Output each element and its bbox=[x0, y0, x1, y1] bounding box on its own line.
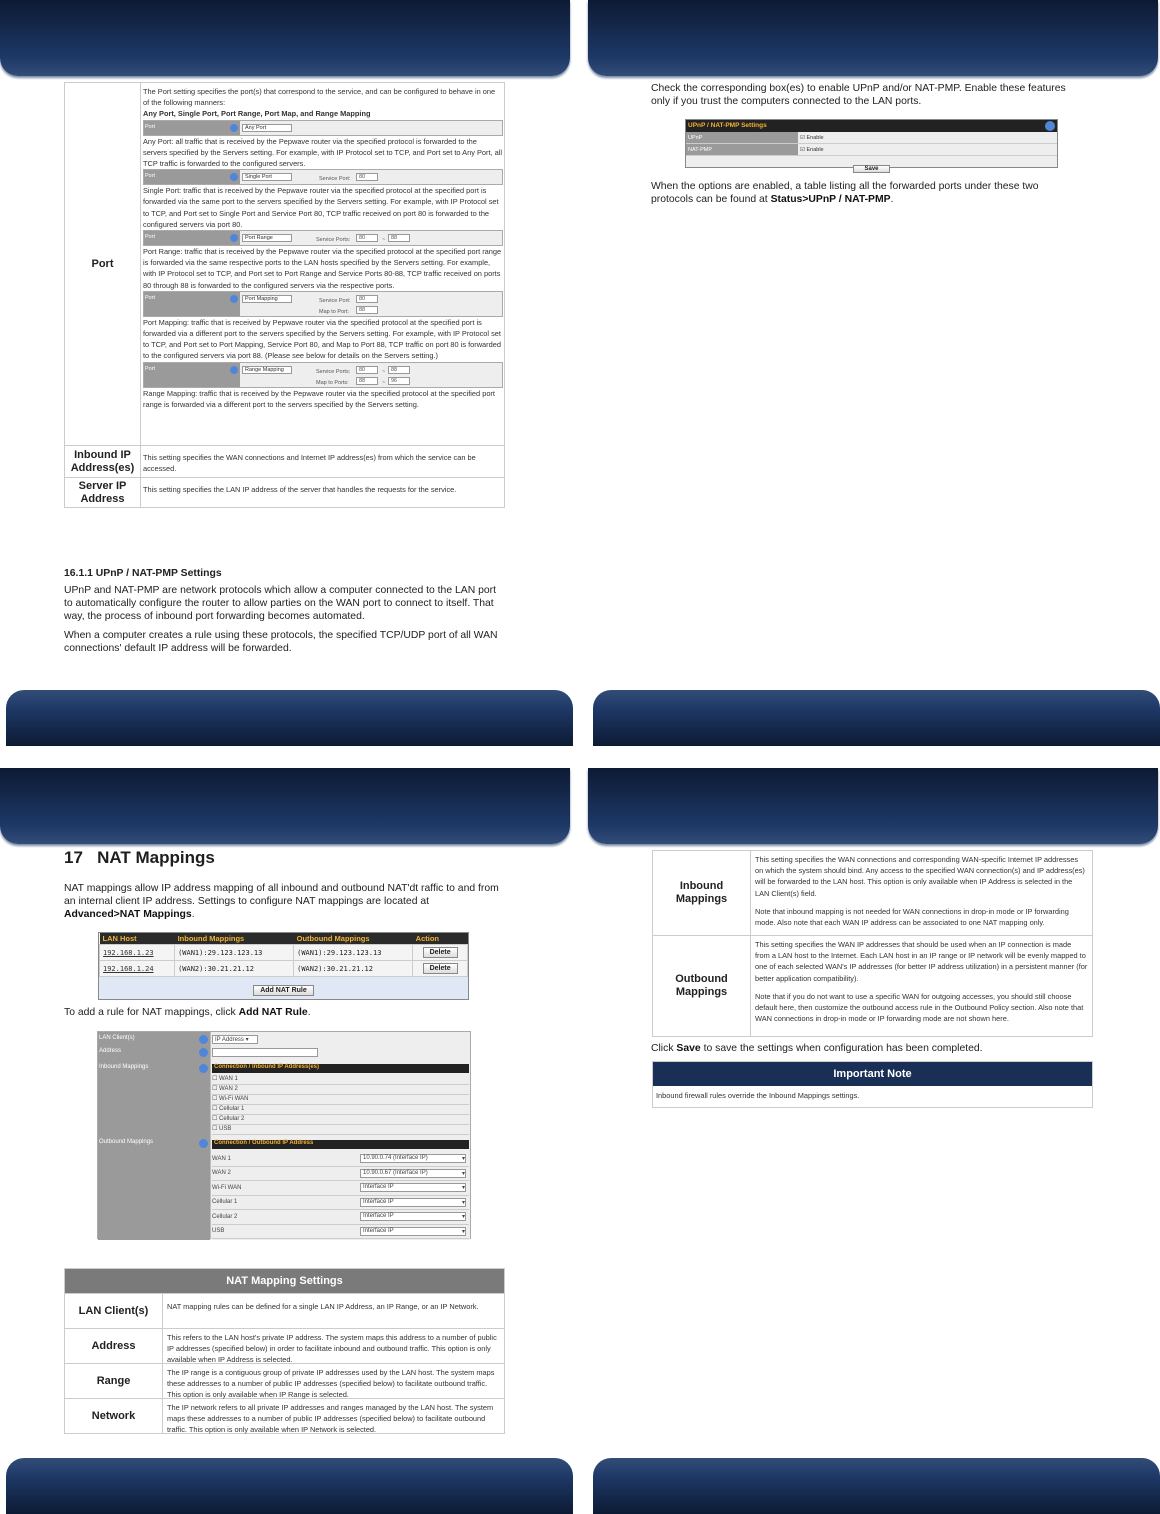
server-ip-desc: This setting specifies the LAN IP address of the server that handles the requests for the service. bbox=[143, 485, 457, 494]
help-icon[interactable] bbox=[199, 1048, 208, 1057]
upnp-enable-text: Check the corresponding box(es) to enable UPnP and/or NAT-PMP. Enable these features only if you trust the computers connected to the LAN ports. bbox=[651, 83, 1066, 107]
inbound-wan-checkbox[interactable]: USB bbox=[219, 1126, 232, 1132]
port-intro: The Port setting specifies the port(s) that correspond to the service, and can be configured to behave in one of the following manners: bbox=[143, 87, 496, 108]
any-port-desc: Any Port: all traffic that is received by the Pepwave router via the specified protocol is forwarded to the servers specified by the Servers setting. For example, with IP Protocol set to TCP, and Port set to Any Port, all TCP traffic is forwarded to the configured servers. bbox=[143, 136, 503, 169]
mapping-settings-table: Inbound Mappings This setting specifies the WAN connections and corresponding WAN-specific Internet IP addresses on which the system should bind. Any access to the specified WAN connection(s) and IP address(es) will be forwarded to the LAN host. This option is only available when IP Address is selected in the LAN Client(s) field. Note that inbound mapping is not needed for WAN connections in drop-in mode or IP forwarding mode. Also note that each WAN IP address can be associated to one NAT mapping only. Outbound Mappings This setting specifies the WAN IP addresses that should be used when an IP connection is made from a LAN host to the Internet. Each LAN host in an IP range or IP network will be evenly mapped to one of each selected WAN's IP addresses (for better IP address utilization) in a persistent manner (for better application compatibility). Note that if you do not want to use a specific WAN for outgoing accesses, you should still choose default here, then customize the outbound access rule in the Outbound Policy section. Also note that WAN connections in drop-in mode or IP forwarding mode are not shown here. bbox=[652, 850, 1093, 1037]
save-button[interactable]: Save bbox=[853, 165, 889, 173]
upnp-status-text: When the options are enabled, a table listing all the forwarded ports under these two protocols can be found at Status>UPnP / NAT-PMP. bbox=[651, 181, 1039, 205]
single-port-desc: Single Port: traffic that is received by the Pepwave router via the specified protocol at the specified port is forwarded via the same port to the servers specified by the Servers setting. For example, with IP Protocol set to TCP, and Port set to Single Port and Service Port 80, TCP traffic received on port 80 is forwarded to the configured servers via port 80. bbox=[143, 186, 499, 229]
help-icon[interactable] bbox=[199, 1064, 208, 1073]
inbound-ip-label: Inbound IP Address(es) bbox=[70, 448, 135, 474]
range-mapping-screenshot: Port Range Mapping Service Ports: 80 ~ 88 Map to Ports: 88 ~ 96 bbox=[143, 362, 503, 388]
page-header-band bbox=[0, 768, 570, 844]
delete-button[interactable]: Delete bbox=[423, 963, 458, 974]
nat-mapping-settings-table: NAT Mapping Settings LAN Client(s) NAT mapping rules can be defined for a single LAN IP Address, an IP Range, or an IP Network. Address This refers to the LAN host's private IP address. The system maps this address to a number of public IP addresses (specified below) in order to facilitate inbound and outbound traffic. This option is only available when IP Address is selected. Range The IP range is a contiguous group of private IP addresses used by the LAN host. The system maps these addresses to a number of public IP addresses (specified below) to facilitate outbound traffic. This option is only available when IP Range is selected. Network The IP network refers to all private IP addresses and ranges managed by the LAN host. The system maps these addresses to a number of public IP addresses (specified below) to facilitate outbound traffic. This option is only available when IP Network is selected. bbox=[64, 1268, 505, 1434]
nat-rule-form: LAN Client(s) Address Inbound Mappings Outbound Mappings IP Address ▾ Connection / Inbound IP Address(es) ☐ WAN 1 ☐ WAN 2 ☐ Wi-Fi WAN ☐ Cellular 1 ☐ Cellular 2 ☐ USB Connection / Outbound IP Address WAN 1 10.90.0.74 (Interface IP) ▾ WAN 2 10.90.0.67 (Interface IP) ▾ Wi-Fi WAN Interface IP ▾ Cellular 1 Interface IP ▾ Cellular 2 Interface IP ▾ USB Interface IP ▾ bbox=[97, 1031, 471, 1239]
delete-button[interactable]: Delete bbox=[423, 947, 458, 958]
add-nat-rule-button[interactable]: Add NAT Rule bbox=[253, 985, 314, 996]
settings-table-title: NAT Mapping Settings bbox=[65, 1269, 504, 1293]
port-mapping-desc: Port Mapping: traffic that is received by Pepwave router via the specified protocol at the specified port is forwarded via a different port to the servers specified by the Servers setting. For example, with IP Protocol set to TCP, and Port set to Port Mapping, Service Port 80, and Map to Port 88, TCP traffic on port 80 is forwarded to the configured servers via port 88. (Please see below for details on the Servers setting.) bbox=[143, 317, 501, 361]
inbound-wan-checkbox[interactable]: WAN 2 bbox=[219, 1086, 238, 1092]
inbound-wan-checkbox[interactable]: Cellular 1 bbox=[219, 1106, 245, 1112]
inbound-wan-checkbox[interactable]: Cellular 2 bbox=[219, 1116, 245, 1122]
outbound-ip-select[interactable]: Interface IP ▾ bbox=[360, 1212, 466, 1221]
single-port-screenshot: Port Single Port Service Port: 80 bbox=[143, 169, 503, 185]
lan-client-select[interactable]: IP Address ▾ bbox=[212, 1035, 258, 1044]
help-icon[interactable] bbox=[199, 1139, 208, 1148]
table-row: 192.168.1.23 (WAN1):29.123.123.13 (WAN1):29.123.123.13 Delete bbox=[100, 945, 468, 961]
inbound-wan-checkbox[interactable]: WAN 1 bbox=[219, 1076, 238, 1082]
upnp-paragraph-1: UPnP and NAT-PMP are network protocols which allow a computer connected to the LAN port to automatically configure the router to allow parties on the WAN port to connect to itself. That way, the process of inbound port forwarding becomes automated. bbox=[64, 585, 497, 622]
upnp-paragraph-2: When a computer creates a rule using these protocols, the specified TCP/UDP port of all WAN connections' default IP address will be forwarded. bbox=[64, 630, 498, 654]
page-header-band bbox=[0, 0, 570, 76]
upnp-settings-panel: UPnP / NAT-PMP Settings UPnP ☑ Enable NAT-PMP ☑ Enable Save bbox=[685, 119, 1058, 168]
port-settings-table bbox=[64, 82, 505, 508]
range-mapping-desc: Range Mapping: traffic that is received by the Pepwave router via the specified protocol at the specified port range is forwarded via a different port to the servers specified by the Servers setting. bbox=[143, 388, 495, 409]
outbound-ip-select[interactable]: Interface IP ▾ bbox=[360, 1198, 466, 1207]
important-note-box bbox=[652, 1061, 1093, 1108]
save-instruction: Click Save to save the settings when configuration has been completed. bbox=[651, 1043, 983, 1054]
port-modes: Any Port, Single Port, Port Range, Port Map, and Range Mapping bbox=[143, 109, 371, 119]
help-icon[interactable] bbox=[1045, 121, 1055, 131]
nat-mappings-table: LAN Host Inbound Mappings Outbound Mappings Action 192.168.1.23 (WAN1):29.123.123.13 (WAN1):29.123.123.13 Delete 192.168.1.24 (WAN2):30.21.21.12 (WAN2):30.21.21.12 Delete Add NAT Rule bbox=[98, 932, 469, 1000]
page-header-band bbox=[588, 768, 1158, 844]
port-label: Port bbox=[91, 258, 114, 270]
outbound-ip-select[interactable]: Interface IP ▾ bbox=[360, 1227, 466, 1236]
page-title: 17 NAT Mappings bbox=[64, 848, 215, 867]
port-range-desc: Port Range: traffic that is received by the Pepwave router via the specified protocol at the specified port range is forwarded via the same respective ports to the LAN hosts specified by the Servers setting. For example, with IP Protocol set to TCP, and Port set to Port Range and Service Ports 80-88, TCP traffic received on ports 80 through 88 is forwarded to the configured servers via the respective ports. bbox=[143, 247, 502, 290]
upnp-heading: 16.1.1 UPnP / NAT-PMP Settings bbox=[64, 568, 222, 579]
server-ip-label: Server IP Address bbox=[78, 480, 127, 505]
outbound-ip-select[interactable]: 10.90.0.74 (Interface IP) ▾ bbox=[360, 1154, 466, 1163]
any-port-screenshot: Port Any Port bbox=[143, 120, 503, 136]
upnp-enable-checkbox[interactable]: Enable bbox=[806, 135, 824, 141]
lan-host-link[interactable]: 192.168.1.23 bbox=[103, 948, 154, 957]
page-footer-band bbox=[593, 1458, 1160, 1514]
address-input[interactable] bbox=[212, 1048, 318, 1057]
outbound-ip-select[interactable]: 10.90.0.67 (Interface IP) ▾ bbox=[360, 1169, 466, 1178]
port-range-screenshot: Port Port Range Service Ports: 80 ~ 88 bbox=[143, 230, 503, 246]
nat-intro: NAT mappings allow IP address mapping of all inbound and outbound NAT'dt raffic to and from an internal client IP address. Settings to configure NAT mappings are located at Advanced>NAT Mappings. bbox=[64, 883, 499, 920]
page-header-band bbox=[588, 0, 1158, 76]
add-rule-text: To add a rule for NAT mappings, click Add NAT Rule. bbox=[64, 1007, 311, 1018]
important-note-title: Important Note bbox=[653, 1062, 1092, 1086]
page-footer-band bbox=[6, 1458, 573, 1514]
inbound-wan-checkbox[interactable]: Wi-Fi WAN bbox=[219, 1096, 249, 1102]
table-row: 192.168.1.24 (WAN2):30.21.21.12 (WAN2):30.21.21.12 Delete bbox=[100, 961, 468, 977]
lan-host-link[interactable]: 192.168.1.24 bbox=[103, 964, 154, 973]
important-note-text: Inbound firewall rules override the Inbound Mappings settings. bbox=[656, 1091, 860, 1100]
inbound-ip-desc: This setting specifies the WAN connections and Internet IP address(es) from which the service can be accessed. bbox=[143, 453, 476, 474]
page-footer-band bbox=[593, 690, 1160, 746]
help-icon[interactable] bbox=[199, 1035, 208, 1044]
page-footer-band bbox=[6, 690, 573, 746]
natpmp-enable-checkbox[interactable]: Enable bbox=[806, 147, 824, 153]
outbound-ip-select[interactable]: Interface IP ▾ bbox=[360, 1183, 466, 1192]
port-mapping-screenshot: Port Port Mapping Service Port: 80 Map to Port: 88 bbox=[143, 291, 503, 317]
